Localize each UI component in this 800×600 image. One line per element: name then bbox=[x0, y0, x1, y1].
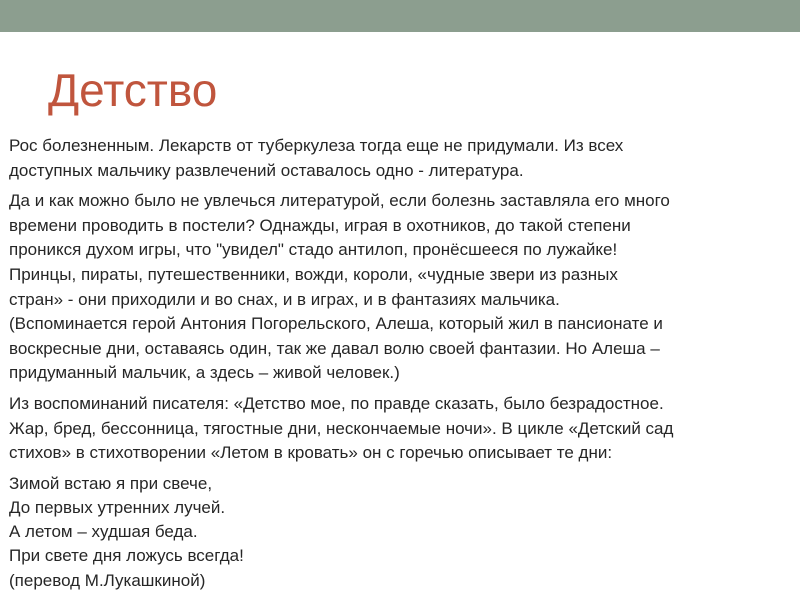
paragraph-imagination: Да и как можно было не увлечься литературой, если болезнь заставляла его много времени проводить в постели? Однажды, играя в охотников, до такой степени проникся духом игры, что "увидел" стадо антилоп, пронёсшееся по лужайке! Принцы, пираты, путешественники, вожди, короли, «чудные звери из разных стран» - они приходили и во снах, и в играх, и в фантазиях мальчика. (Вспоминается герой Антония Погорельского, Алеша, который жил в пансионате и воскресные дни, оставаясь один, так же давал волю своей фантазии. Но Алеша – придуманный мальчик, а здесь – живой человек.) bbox=[9, 191, 670, 383]
top-accent-bar bbox=[0, 0, 800, 32]
translation-credit: (перевод М.Лукашкиной) bbox=[9, 570, 206, 590]
poem-line: При свете дня ложусь всегда! bbox=[9, 546, 244, 566]
paragraph-memoirs: Из воспоминаний писателя: «Детство мое, по правде сказать, было безрадостное. Жар, бред, бессонница, тягостные дни, нескончаемые ночи». В цикле «Детский сад стихов» в стихотворении «Летом в кровать» он с горечью описывает те дни: bbox=[9, 393, 674, 463]
poem-excerpt bbox=[9, 472, 779, 593]
poem-line: Зимой встаю я при свече, bbox=[9, 473, 213, 493]
slide-title: Детство bbox=[48, 64, 218, 116]
poem-line: До первых утренних лучей. bbox=[9, 497, 226, 517]
poem-line: А летом – худшая беда. bbox=[9, 522, 198, 542]
paragraph-illness: Рос болезненным. Лекарств от туберкулеза тогда еще не придумали. Из всех доступных мальчику развлечений оставалось одно - литература. bbox=[9, 136, 624, 180]
slide-body bbox=[9, 134, 779, 593]
